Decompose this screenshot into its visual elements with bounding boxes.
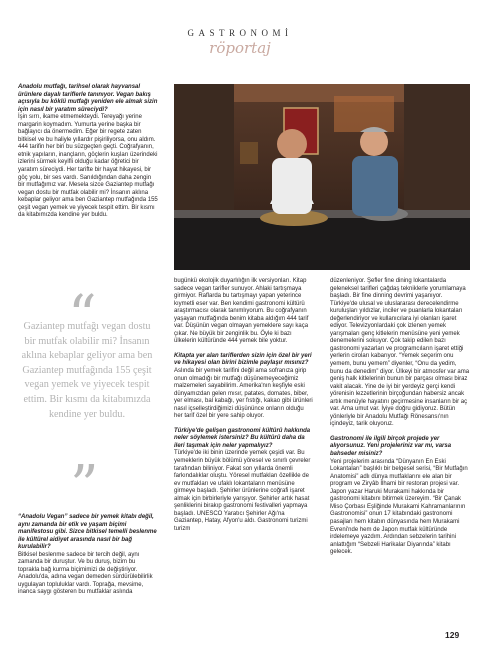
column-right xyxy=(330,278,470,557)
question-paragraph: “Anadolu Vegan” sadece bir yemek kitabı değil, aynı zamanda bir etik ve yaşam biçimi manifestosu gibi. Sizce bitkisel temelli beslenme ile kültürel aidiyet arasında nasıl bir bağ kurulabilir? xyxy=(18,514,157,551)
column-middle xyxy=(174,278,314,534)
body-paragraph: İşin sırrı, ikame etmemekteydi. Tereyağı yerine margarin koymadım. Yumurta yerine başka bir bağlayıcı da önermedim. Eğer bir regete zaten bitkisel ve bu haliyle yıllardır pişiriliyorsa, onu aldım. 444 tarifin her biri bu süzgeçten geçti. Coğrafyanın, etnik yapıların, inançların, göçlerin kuşları üzerindeki izlerini sürmek keyifli olduğu kadar öğretici bir yaratım süreciydi. Her tarifte bir hayat hikayesi, bir göç yolu, bir ses vardı. Sanıldığından daha zengin bir mutfağımız var. Mesela sizce Gaziantep mutfağı vegan dostu bir mutfak olabilir mi? İnsanın aklına kebaplar geliyor ama ben Gaziantep mutfağında 155 çeşit vegan yemek ve yiyecek tespit ettim. Bir kısmı da kitabımızda kendine yer buldu. xyxy=(18,114,158,219)
body-paragraph: bugünkü ekolojik duyarlılığın ilk versiyonları. Kitap sadece vegan tarifler sunuyor. Ahlaki tartışmaya girmiyor. Raflarda bu tartışmayı yapan yeterince kıymetli eser var. Ben kendimi gastronomi kültürü araştırmacısı olarak tanımlıyorum. Bu coğrafyanın yaşayan mutfağında benim kitaba aldığım 444 tarif var. Düşünün vegan olmayan yemeklere sayı kaça çıkar. Ne büyük bir zenginlik bu. Öyle ki bazı ülkelerin kültüründe 444 yemek bile yoktur. xyxy=(174,278,309,345)
body-paragraph: Yeni projelerim arasında “Dünyanın En Eski Lokantaları” başlıklı bir belgesel serisi, “Bir Mutfağın Anatomisi” adlı dünya mutfaklarını ele alan bir program ve Ziryâb İlhami bir restoran projesi var. Japon yazar Haruki Murakami hakkında bir gastronomi kitabını bitirmek üzereyim. “Bir Çanak Miso Çorbası Eşliğinde Murakami Kahramanlarının Gastronomisi” onun 17 kitabındaki gastronomi pasajları hem kitabın dünyasında hem Murakami Evreni'nde hem de Japon mutfak kültüründe irdelemeye yazdım. Ardından sebzelerin tarihini anlattığım “Sebzeli Harikalar Diyarında” kitabı gelecek. xyxy=(330,458,468,556)
question-paragraph: Türkiye'de gelişen gastronomi kültürü hakkında neler söylemek istersiniz? Bu kültürü daha da ileri taşımak için neler yapmalıyız? xyxy=(174,427,311,449)
interview-photo xyxy=(174,84,470,270)
question-paragraph: Anadolu mutfağı, tarihsel olarak hayvansal ürünlere dayalı tariflerle tanınıyor. Vegan bakış açısıyla bu köklü mutfağı yeniden ele almak sizin için nasıl bir yaratım süreciydi? xyxy=(18,84,158,113)
page-number: 129 xyxy=(445,630,460,640)
kitchen-scene-image xyxy=(174,84,470,270)
body-paragraph: Bitkisel beslenme sadece bir tercih değil, aynı zamanda bir duruştur. Ve bu duruş, bizim bu toprakla bağ kurma biçimimizi de değiştiriyor. Anadolu'da, adına vegan demeden sürdürülebilirlik uygulayan topluluklar vardı. Toprağa, mevsime, inanca saygı gösteren bu mutfaklar aslında xyxy=(18,551,153,596)
section-title: GASTRONOMİ xyxy=(187,28,293,38)
body-paragraph: Türkiye'de iki binin üzerinde yemek çeşidi var. Bu yemeklerin büyük bölümü yöresel ve sınırlı çevreler tarafından biliniyor. Fakat son yıllarda önemli farkındalıklar oluştu. Yöresel mutfakları özellikle de ev mutfakları ve ufaklı lokantaların menüsüne girmeye başladı. Şehirler ürünlerine coğrafi işaret almak için birbirleriyle yarışıyor. Şehirler artık hasat şenliklerini birakıp gastronomi festivalleri yapmaya başladı. UNESCO Yaratıcı Şehirler Ağı'na Gaziantep, Hatay, Afyon'u aldı. Gastronomi turizmi turizm xyxy=(174,450,311,532)
quote-open-mark: “ xyxy=(68,284,97,349)
pull-quote: Gaziantep mutfağı vegan dostu bir mutfak olabilir mi? İnsanın aklına kebaplar geliyor ama ben Gaziantep mutfağında 155 çeşit vegan yemek ve yiyecek tespit ettim. Bir kısmı da kitabımızda kendine yer buldu. xyxy=(21,321,153,420)
body-paragraph: düzenleniyor. Şefler fine dining lokantalarda geleneksel tarifleri çağdaş tekniklerle yorumlamaya başladı. Bir fine dinning devrimi yaşanıyor. Türkiye'de ulusal ve uluslararası derecelendirme kuruluşları yıldızlar, inciler ve puanlarla lokantaları değerlendiriyor ve kullanıcılara iyi olanları işaret ediyor. Televizyonlardaki çok izlenen yemek yarışmaları genç kitlelerin menüsüne yeni yemek denemelerini sokuyor. Çok takip edilen bazı gastronomi yazarları ve programcıların işaret ettiği yerlerin ciroları kabarıyor. “Yemek seçerim onu yemem, bunu yemem” diyenler, “Onu da yedim, bunu da denedim” diyor. Ülkeyi bir atmosfer var ama geniş halk kitlelerinin bunun bir parçası olması biraz vakit alacak. Yine de iyi bir yerdeyiz gerçi kendi yörenisin lezzetlerinin birçoğundan habersiz ancak artık menüyle hayatını geçirmesine insanların bir aç var. Ama umut var. İyiye doğru gidiyoruz. Bütün yönleriyle bir Anadolu Mutfağı Rönesansı'nın içindeyiz, tarik oluyoruz. xyxy=(330,278,470,428)
question-paragraph: Kitapta yer alan tariflerden sizin için özel bir yeri ve hikayesi olan birini bizimle paylaşır mısınız? xyxy=(174,352,312,367)
body-paragraph: Aslında bir yemek tarifini değil ama sofranıza girip onun olmadığı bir mutfağı düşünemeyeceğimiz malzemeleri sayabilirim. Amerika'nın keşfiyle eski dünyamızdan gelen mısır, patates, domates, biber, yer elması, bal kabağı, yer fıstığı, kakao gibi ürünleri nasıl içselleştirdiğimizi düşününce onların olduğu her tarif özel bir yere sahip oluyor. xyxy=(174,368,313,420)
question-paragraph: Gastronomi ile ilgili birçok projede yer alıyorsunuz. Yeni projeleriniz var mı, varsa bahseder misiniz? xyxy=(330,435,452,458)
section-subtitle: röportaj xyxy=(209,39,271,57)
column-left-bottom xyxy=(18,514,158,597)
quote-close-mark: ” xyxy=(70,454,99,519)
column-left-top xyxy=(18,84,158,220)
